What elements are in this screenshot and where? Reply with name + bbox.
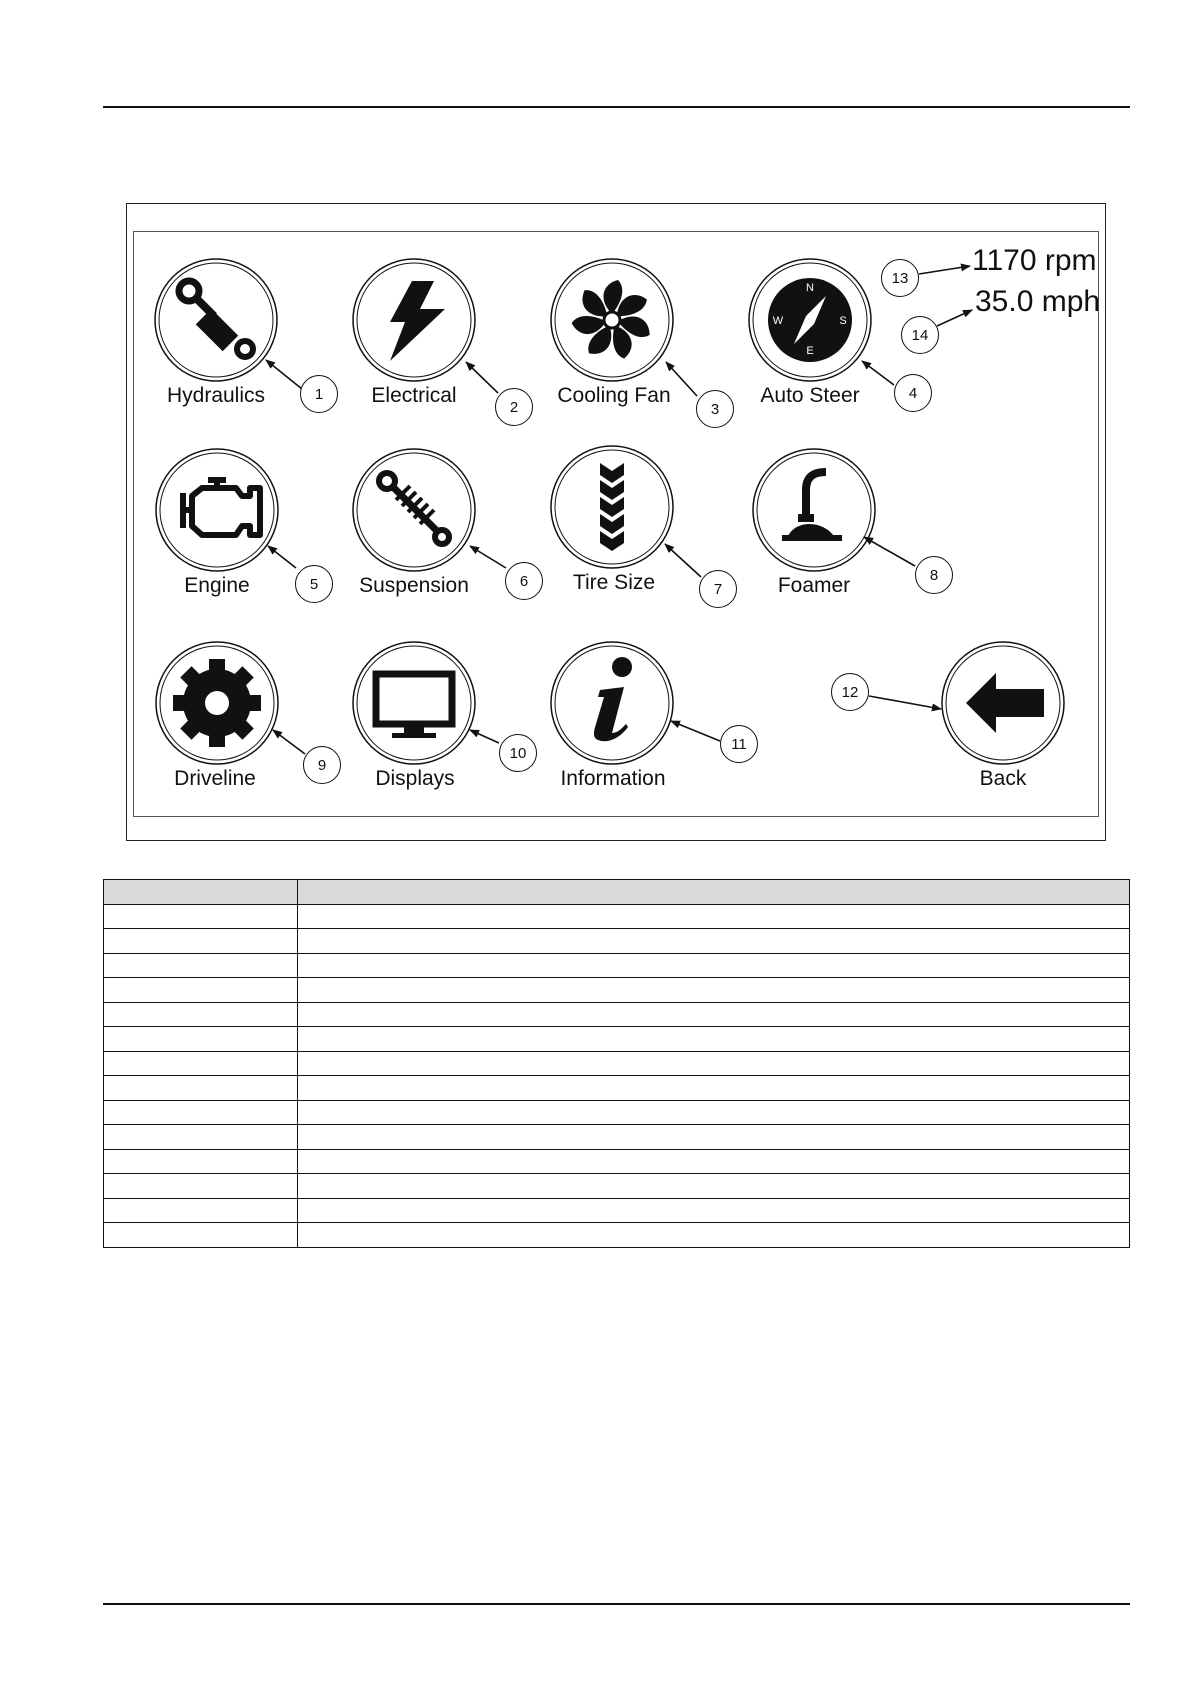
callout-4: 4 (894, 374, 932, 412)
table-cell (298, 1125, 1130, 1150)
tire-size-button[interactable] (551, 446, 673, 568)
callout-10: 10 (499, 734, 537, 772)
table-cell (104, 1100, 298, 1125)
table-cell (298, 1100, 1130, 1125)
callout-7: 7 (699, 570, 737, 608)
legend-header-cell (104, 880, 298, 905)
table-row (104, 1100, 1130, 1125)
compass-n-label: N (806, 282, 814, 294)
hydraulics-button[interactable] (155, 259, 277, 381)
table-cell (104, 1051, 298, 1076)
callout-6: 6 (505, 562, 543, 600)
electrical-label: Electrical (371, 384, 457, 407)
table-cell (104, 953, 298, 978)
table-cell (104, 1027, 298, 1052)
callout-5: 5 (295, 565, 333, 603)
table-row (104, 929, 1130, 954)
table-row (104, 1076, 1130, 1101)
displays-label: Displays (375, 767, 455, 790)
table-cell (298, 929, 1130, 954)
table-cell (104, 1223, 298, 1248)
gear-icon (173, 659, 261, 747)
cooling-fan-button[interactable] (551, 259, 673, 381)
table-cell (104, 1174, 298, 1199)
table-cell (298, 1076, 1130, 1101)
callout-1: 1 (300, 375, 338, 413)
callout-9: 9 (303, 746, 341, 784)
table-row (104, 953, 1130, 978)
table-cell (298, 1198, 1130, 1223)
table-row (104, 1002, 1130, 1027)
table-cell (298, 953, 1130, 978)
table-row (104, 1223, 1130, 1248)
table-row (104, 1125, 1130, 1150)
foamer-label: Foamer (777, 574, 851, 597)
legend-table (103, 879, 1130, 1248)
legend-header-cell (298, 880, 1130, 905)
table-row (104, 1174, 1130, 1199)
cooling-fan-label: Cooling Fan (557, 384, 671, 407)
table-cell (298, 1149, 1130, 1174)
table-cell (104, 1125, 298, 1150)
foamer-button[interactable] (753, 449, 875, 571)
hydraulics-label: Hydraulics (166, 384, 266, 407)
ground-speed-readout: 35.0 mph (975, 285, 1101, 318)
table-cell (298, 978, 1130, 1003)
engine-speed-readout: 1170 rpm (972, 244, 1097, 277)
callout-12: 12 (831, 673, 869, 711)
table-cell (298, 904, 1130, 929)
driveline-label: Driveline (174, 767, 256, 790)
table-row (104, 904, 1130, 929)
information-button[interactable] (551, 642, 673, 764)
electrical-button[interactable] (353, 259, 475, 381)
table-cell (104, 978, 298, 1003)
suspension-button[interactable] (353, 449, 475, 571)
table-row (104, 1027, 1130, 1052)
compass-w-label: W (772, 315, 784, 327)
displays-button[interactable] (353, 642, 475, 764)
table-cell (104, 1076, 298, 1101)
tire-size-label: Tire Size (572, 571, 656, 594)
legend-header-row (104, 880, 1130, 905)
suspension-label: Suspension (359, 574, 469, 597)
callout-3: 3 (696, 390, 734, 428)
driveline-button[interactable] (156, 642, 278, 764)
compass-e-label: E (806, 345, 814, 357)
engine-button[interactable] (156, 449, 278, 571)
table-cell (298, 1027, 1130, 1052)
information-label: Information (560, 767, 666, 790)
table-row (104, 1149, 1130, 1174)
callout-8: 8 (915, 556, 953, 594)
auto-steer-label: Auto Steer (760, 384, 860, 407)
callout-14: 14 (901, 316, 939, 354)
callout-11: 11 (720, 725, 758, 763)
table-cell (104, 1198, 298, 1223)
callout-2: 2 (495, 388, 533, 426)
table-cell (298, 1002, 1130, 1027)
table-cell (298, 1174, 1130, 1199)
table-cell (104, 929, 298, 954)
table-row (104, 1198, 1130, 1223)
table-row (104, 1051, 1130, 1076)
compass-s-label: S (839, 315, 847, 327)
back-label: Back (979, 767, 1027, 790)
table-row (104, 978, 1130, 1003)
engine-label: Engine (184, 574, 250, 597)
auto-steer-button[interactable] (749, 259, 871, 381)
callout-13: 13 (881, 259, 919, 297)
footer-rule (103, 1603, 1130, 1605)
table-cell (298, 1051, 1130, 1076)
table-cell (104, 904, 298, 929)
table-cell (298, 1223, 1130, 1248)
back-button[interactable] (942, 642, 1064, 764)
table-cell (104, 1149, 298, 1174)
table-cell (104, 1002, 298, 1027)
